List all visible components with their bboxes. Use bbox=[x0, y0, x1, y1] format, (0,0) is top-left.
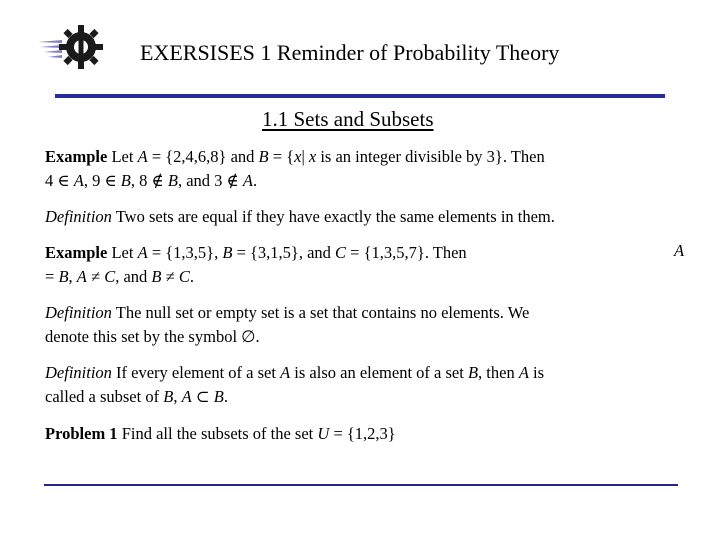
example-label: Example bbox=[45, 243, 108, 262]
text: , and 3 ∉ bbox=[177, 171, 243, 190]
problem-label: Problem 1 bbox=[45, 424, 118, 443]
text: Find all the subsets of the set bbox=[117, 424, 318, 443]
text: = {1,3,5,7}. Then bbox=[346, 243, 467, 262]
var: B bbox=[120, 171, 131, 190]
page-title: EXERSISES 1 Reminder of Probability Theory bbox=[140, 40, 560, 65]
text: = {2,4,6,8} and bbox=[147, 147, 259, 166]
var: C bbox=[178, 267, 190, 286]
text: , bbox=[68, 267, 77, 286]
top-divider bbox=[55, 94, 665, 98]
text: . bbox=[189, 267, 194, 286]
var: B bbox=[163, 387, 174, 406]
text: = {3,1,5}, and bbox=[232, 243, 336, 262]
var: U bbox=[317, 424, 330, 443]
definition-label: Definition bbox=[45, 207, 112, 226]
text: is also an element of a set bbox=[290, 363, 468, 382]
definition-3-line-2 bbox=[45, 385, 544, 409]
var: A bbox=[73, 171, 84, 190]
bottom-divider bbox=[44, 484, 678, 486]
example-label: Example bbox=[45, 147, 108, 166]
example-1-line-2 bbox=[45, 169, 545, 193]
var: A bbox=[181, 387, 192, 406]
example-2-line-1 bbox=[45, 241, 467, 265]
var: B bbox=[151, 267, 162, 286]
text: . bbox=[223, 387, 228, 406]
example-2 bbox=[45, 241, 467, 289]
text: 4 ∈ bbox=[45, 171, 74, 190]
definition-text: Two sets are equal if they have exactly the same elements in them. bbox=[111, 207, 555, 226]
text: = { bbox=[268, 147, 295, 166]
var: A bbox=[76, 267, 87, 286]
example-1-line-1 bbox=[45, 145, 545, 169]
definition-label: Definition bbox=[45, 363, 112, 382]
var: C bbox=[335, 243, 347, 262]
section-title: 1.1 Sets and Subsets bbox=[262, 107, 434, 131]
var: x bbox=[294, 147, 302, 166]
var: B bbox=[213, 387, 224, 406]
definition-1 bbox=[45, 205, 555, 229]
var: A bbox=[518, 363, 529, 382]
example-2-line-2 bbox=[45, 265, 467, 289]
text: is bbox=[528, 363, 545, 382]
example-1 bbox=[45, 145, 545, 193]
text: , then bbox=[478, 363, 519, 382]
text: = bbox=[45, 267, 59, 286]
text: called a subset of bbox=[45, 387, 164, 406]
definition-3-line-1 bbox=[45, 361, 544, 385]
var: B bbox=[167, 171, 178, 190]
text: , 9 ∈ bbox=[83, 171, 121, 190]
var: B bbox=[467, 363, 479, 382]
text: = {1,3,5}, bbox=[147, 243, 223, 262]
var: B bbox=[258, 147, 269, 166]
text: ≠ bbox=[161, 267, 179, 286]
text: | bbox=[301, 147, 309, 166]
text: is an integer divisible by 3}. Then bbox=[316, 147, 545, 166]
problem-1 bbox=[45, 422, 396, 446]
definition-3 bbox=[45, 361, 544, 409]
var: x bbox=[308, 147, 317, 166]
definition-label: Definition bbox=[45, 303, 112, 322]
text: = {1,2,3} bbox=[329, 424, 396, 443]
var: A bbox=[137, 243, 148, 262]
text: Let bbox=[107, 243, 138, 262]
text: ≠ bbox=[86, 267, 105, 286]
var: A bbox=[280, 363, 291, 382]
definition-2 bbox=[45, 301, 529, 349]
text: , and bbox=[115, 267, 152, 286]
var: C bbox=[104, 267, 116, 286]
var: A bbox=[137, 147, 148, 166]
gear-with-wing-logo-icon bbox=[36, 22, 106, 72]
text: The null set or empty set is a set that contains no elements. We bbox=[111, 303, 530, 322]
var: A bbox=[242, 171, 253, 190]
definition-2-line-1 bbox=[45, 301, 529, 325]
text: , bbox=[173, 387, 182, 406]
wrapped-variable-a: A bbox=[674, 241, 685, 260]
text: Let bbox=[107, 147, 138, 166]
text: If every element of a set bbox=[111, 363, 281, 382]
text: , 8 ∉ bbox=[130, 171, 168, 190]
text: . bbox=[252, 171, 258, 190]
var: B bbox=[222, 243, 233, 262]
var: B bbox=[58, 267, 69, 286]
text: ⊂ bbox=[191, 387, 214, 406]
definition-2-line-2: denote this set by the symbol ∅. bbox=[45, 327, 260, 346]
